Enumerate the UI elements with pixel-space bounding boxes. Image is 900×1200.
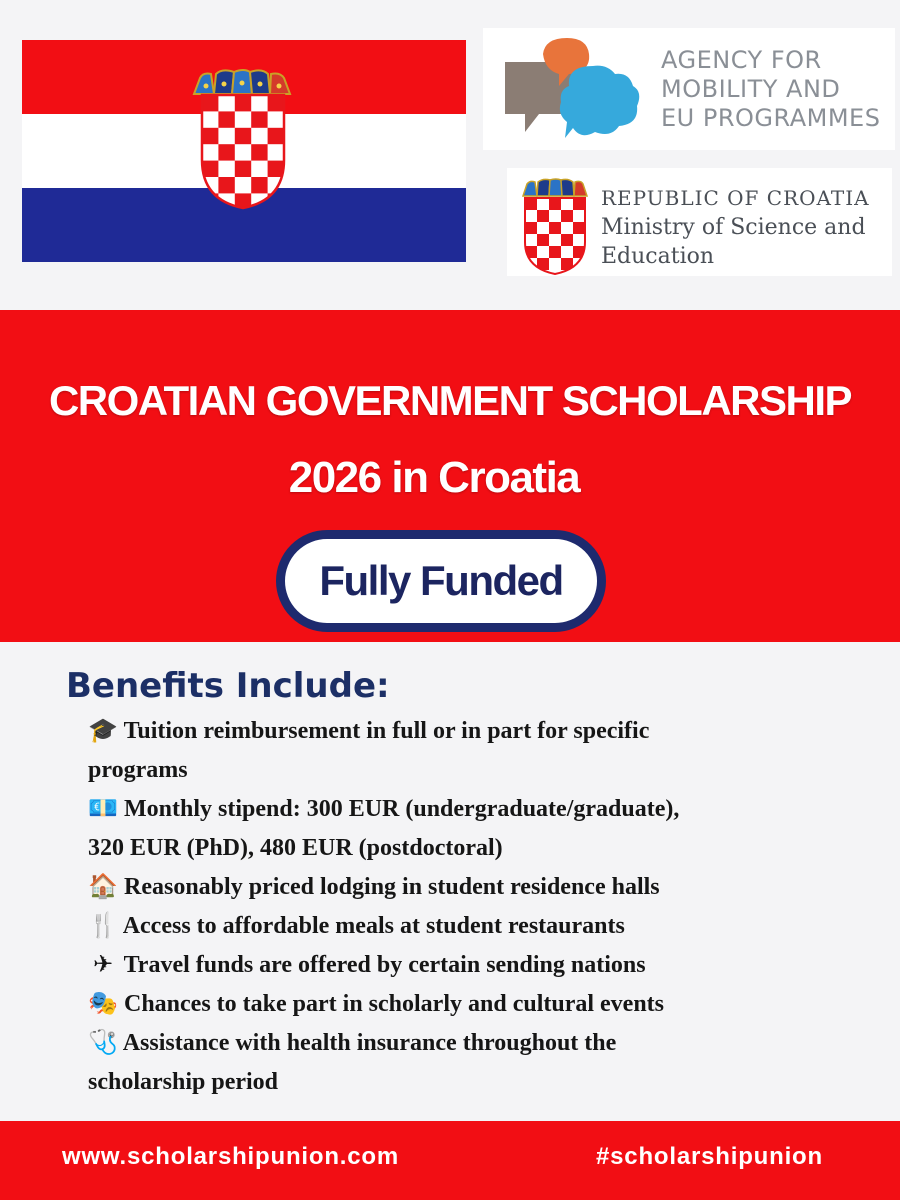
benefit-text: Chances to take part in scholarly and cultural events: [124, 991, 664, 1017]
benefit-text-cont: programs: [88, 757, 188, 783]
theater-masks-icon: 🎭: [88, 991, 118, 1017]
benefit-text: Reasonably priced lodging in student residence halls: [124, 874, 660, 900]
croatian-coat-of-arms-icon: [513, 172, 593, 280]
agency-line-1: AGENCY FOR: [661, 46, 822, 74]
agency-line-3: EU PROGRAMMES: [661, 104, 881, 132]
agency-logo: [483, 28, 895, 150]
website-link[interactable]: www.scholarshipunion.com: [62, 1143, 400, 1170]
hero-banner: [0, 310, 900, 642]
ministry-line-2: Ministry of Science and: [601, 215, 866, 240]
benefit-text: Travel funds are offered by certain sending nations: [123, 952, 646, 978]
money-icon: 💶: [88, 796, 118, 822]
list-item: [88, 712, 808, 790]
coat-of-arms-icon: [194, 70, 290, 210]
list-item: [88, 985, 808, 1024]
list-item: [88, 868, 808, 907]
croatian-flag: [22, 40, 466, 262]
benefit-text: Access to affordable meals at student restaurants: [122, 913, 625, 939]
graduation-cap-icon: 🎓: [88, 718, 118, 744]
list-item: [88, 907, 808, 946]
benefit-text-cont: 320 EUR (PhD), 480 EUR (postdoctoral): [88, 835, 503, 861]
fully-funded-badge: [276, 530, 606, 632]
benefit-text: Assistance with health insurance throughout the: [122, 1030, 617, 1056]
stethoscope-icon: 🩺: [88, 1030, 118, 1056]
badge-label: Fully Funded: [319, 557, 563, 604]
hashtag: #scholarshipunion: [596, 1143, 823, 1170]
benefit-text-cont: scholarship period: [88, 1069, 279, 1095]
airplane-icon: ✈: [92, 952, 114, 978]
list-item: [88, 1024, 808, 1102]
house-icon: 🏠: [88, 874, 118, 900]
list-item: [88, 790, 808, 868]
benefits-list: [88, 712, 808, 1102]
ministry-name: [601, 184, 870, 271]
benefit-text: Monthly stipend: 300 EUR (undergraduate/graduate),: [124, 796, 680, 822]
ministry-line-1: REPUBLIC OF CROATIA: [601, 186, 870, 210]
benefit-text: Tuition reimbursement in full or in part for specific: [123, 718, 650, 744]
list-item: [88, 946, 808, 985]
agency-line-2: MOBILITY AND: [661, 75, 841, 103]
ministry-line-3: Education: [601, 244, 715, 269]
speech-bubbles-icon: [483, 28, 653, 150]
benefits-heading: Benefits Include:: [66, 666, 390, 706]
agency-name: [661, 46, 880, 133]
footer-bar: [0, 1121, 900, 1200]
hero-title: CROATIAN GOVERNMENT SCHOLARSHIP: [48, 377, 852, 424]
ministry-logo: [507, 168, 892, 276]
hero-subtitle: 2026 in Croatia: [288, 453, 580, 502]
fork-knife-icon: 🍴: [88, 913, 118, 939]
